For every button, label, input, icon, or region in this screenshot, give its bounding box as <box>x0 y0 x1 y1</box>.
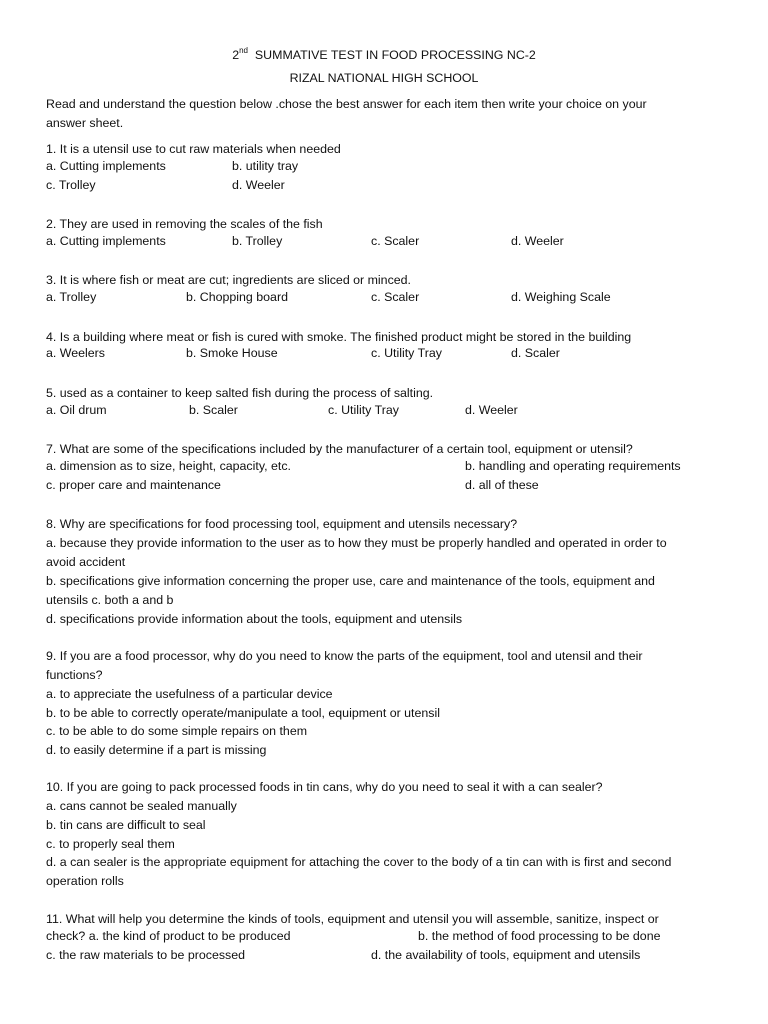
instructions-line-1: Read and understand the question below .chose the best answer for each item then write your choice on your <box>46 97 647 111</box>
q8-option-d: d. specifications provide information about the tools, equipment and utensils <box>46 612 463 626</box>
q1-option-b: b. utility tray <box>232 159 299 173</box>
q10-option-d-line-2: operation rolls <box>46 874 124 888</box>
q5-option-d: d. Weeler <box>465 403 518 417</box>
q3-option-b: b. Chopping board <box>186 290 288 304</box>
q10-option-d-line-1: d. a can sealer is the appropriate equipment for attaching the cover to the body of a tin can with is first and second <box>46 855 672 869</box>
q5-option-b: b. Scaler <box>189 403 238 417</box>
q7-option-c: c. proper care and maintenance <box>46 478 221 492</box>
q10-option-a: a. cans cannot be sealed manually <box>46 799 237 813</box>
q3-option-c: c. Scaler <box>371 290 420 304</box>
q5-option-a: a. Oil drum <box>46 403 107 417</box>
q4-option-c: c. Utility Tray <box>371 346 442 360</box>
q9-option-b: b. to be able to correctly operate/manipulate a tool, equipment or utensil <box>46 706 440 720</box>
q8-option-b-line-1: b. specifications give information concerning the proper use, care and maintenance of the tools, equipment and <box>46 574 655 588</box>
q4-option-b: b. Smoke House <box>186 346 278 360</box>
q10-option-b: b. tin cans are difficult to seal <box>46 818 206 832</box>
q1-option-a: a. Cutting implements <box>46 159 166 173</box>
q11-option-c: c. the raw materials to be processed <box>46 948 246 962</box>
q3-option-d: d. Weighing Scale <box>511 290 611 304</box>
question-5: 5. used as a container to keep salted fish during the process of salting. <box>46 386 434 400</box>
q8-option-a-line-2: avoid accident <box>46 555 126 569</box>
question-1: 1. It is a utensil use to cut raw materials when needed <box>46 142 341 156</box>
question-10: 10. If you are going to pack processed foods in tin cans, why do you need to seal it with a can sealer? <box>46 780 603 794</box>
q10-option-c: c. to properly seal them <box>46 837 175 851</box>
q8-option-a-line-1: a. because they provide information to the user as to how they must be properly handled and operated in order to <box>46 536 667 550</box>
question-7: 7. What are some of the specifications included by the manufacturer of a certain tool, equipment or utensil? <box>46 442 633 456</box>
q2-option-b: b. Trolley <box>232 234 283 248</box>
title-text: SUMMATIVE TEST IN FOOD PROCESSING NC-2 <box>254 48 536 63</box>
q2-option-a: a. Cutting implements <box>46 234 166 248</box>
page-title <box>0 43 768 64</box>
q7-option-d: d. all of these <box>465 478 539 492</box>
question-3: 3. It is where fish or meat are cut; ingredients are sliced or minced. <box>46 273 411 287</box>
q9-option-c: c. to be able to do some simple repairs on them <box>46 724 308 738</box>
question-11-line-2: check? a. the kind of product to be produced <box>46 929 291 943</box>
q11-option-d: d. the availability of tools, equipment and utensils <box>371 948 641 962</box>
q8-option-b-line-2: utensils c. both a and b <box>46 593 174 607</box>
question-11-line-1: 11. What will help you determine the kinds of tools, equipment and utensil you will assemble, sanitize, inspect or <box>46 912 659 926</box>
question-2: 2. They are used in removing the scales of the fish <box>46 217 323 231</box>
question-9-line-1: 9. If you are a food processor, why do you need to know the parts of the equipment, tool and utensil and their <box>46 649 643 663</box>
title-superscript: nd <box>239 46 249 55</box>
q9-option-a: a. to appreciate the usefulness of a particular device <box>46 687 333 701</box>
q2-option-c: c. Scaler <box>371 234 420 248</box>
question-8: 8. Why are specifications for food processing tool, equipment and utensils necessary? <box>46 517 518 531</box>
q9-option-d: d. to easily determine if a part is missing <box>46 743 267 757</box>
q2-option-d: d. Weeler <box>511 234 564 248</box>
q11-option-b: b. the method of food processing to be done <box>418 929 661 943</box>
q7-option-b: b. handling and operating requirements <box>465 459 681 473</box>
question-4: 4. Is a building where meat or fish is cured with smoke. The finished product might be stored in the building <box>46 330 632 344</box>
instructions-line-2: answer sheet. <box>46 116 124 130</box>
title-number: 2 <box>232 48 240 63</box>
q3-option-a: a. Trolley <box>46 290 97 304</box>
question-9-line-2: functions? <box>46 668 103 682</box>
q4-option-a: a. Weelers <box>46 346 105 360</box>
q1-option-c: c. Trolley <box>46 178 96 192</box>
school-name: RIZAL NATIONAL HIGH SCHOOL <box>289 71 479 85</box>
q7-option-a: a. dimension as to size, height, capacity, etc. <box>46 459 291 473</box>
q4-option-d: d. Scaler <box>511 346 560 360</box>
q1-option-d: d. Weeler <box>232 178 285 192</box>
q5-option-c: c. Utility Tray <box>328 403 399 417</box>
